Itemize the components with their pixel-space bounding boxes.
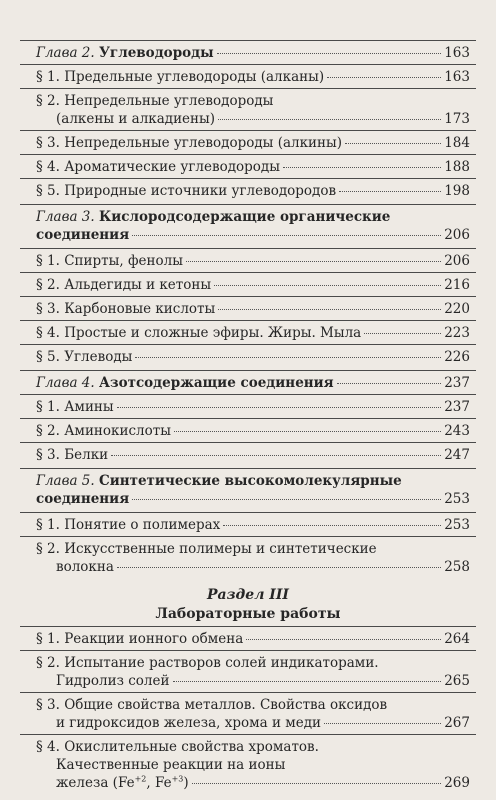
dot-leader [117,567,441,568]
item-label-cont: (алкены и алкадиены) [56,111,216,127]
item-label: § 2. Искусственные полимеры и синтетические [36,541,377,557]
item-label: § 1. Амины [36,399,114,415]
divider-line [20,272,476,273]
dot-leader [111,455,441,456]
dot-leader [345,143,441,144]
dot-leader [132,499,441,500]
item-label-ions [56,774,189,792]
item-label: § 4. Ароматические углеводороды [36,159,280,175]
charge-superscript: +2 [134,774,147,784]
toc-item [36,398,470,416]
divider-line [20,248,476,249]
dot-leader [214,285,441,286]
chapter-title: Синтетические высокомолекулярные [98,473,402,489]
item-label: § 4. Окислительные свойства хроматов. [36,739,319,755]
divider-line [20,88,476,89]
dot-leader [217,53,442,54]
item-label: § 3. Непредельные углеводороды (алкины) [36,135,343,151]
item-label-cont: Гидролиз солей [56,673,170,689]
chapter-title: Кислородсодержащие органические [98,209,391,225]
chapter-2-heading [36,44,470,62]
section-title: Лабораторные работы [155,606,341,622]
toc-item [36,422,470,440]
chapter-number: Глава 5. [36,473,95,489]
ion-text: , Fe [146,775,172,791]
toc-item [36,158,470,176]
dot-leader [218,119,441,120]
toc-item [36,630,470,648]
page-number: 247 [444,447,470,463]
toc-item [36,134,470,152]
dot-leader [324,723,441,724]
page-number: 163 [444,69,470,85]
section-heading [20,586,476,624]
item-label: § 1. Спирты, фенолы [36,253,183,269]
toc-item [36,276,470,294]
dot-leader [246,639,441,640]
divider-line [20,734,476,735]
divider-line [20,692,476,693]
page-number: 267 [444,715,470,731]
toc-item [36,446,470,464]
item-label: § 1. Предельные углеводороды (алканы) [36,69,325,85]
page-number: 188 [444,159,470,175]
chapter-5-heading [36,472,470,508]
item-label: § 1. Понятие о полимерах [36,517,221,533]
toc-item [36,324,470,342]
dot-leader [339,191,441,192]
dot-leader [327,77,441,78]
divider-line [20,394,476,395]
divider-line [20,154,476,155]
chapter-3-heading [36,208,470,244]
chapter-number: Глава 3. [36,209,95,225]
toc-item [36,516,470,534]
divider-line [20,650,476,651]
item-label: § 5. Природные источники углеводородов [36,183,337,199]
dot-leader [192,783,442,784]
toc-item [36,300,470,318]
divider-line [20,320,476,321]
page-number: 198 [444,183,470,199]
dot-leader [132,235,441,236]
divider-line [20,536,476,537]
item-label-cont: Качественные реакции на ионы [56,757,286,773]
item-label: § 2. Аминокислоты [36,423,171,439]
toc-item [36,348,470,366]
dot-leader [173,681,442,682]
ion-text: железа (Fe [56,775,135,791]
toc-item [36,696,470,732]
divider-line [20,204,476,205]
page-number: 237 [444,399,470,415]
divider-line [20,442,476,443]
dot-leader [283,167,441,168]
toc-item [36,68,470,86]
toc-item [36,92,470,128]
divider-line [20,40,476,41]
toc-item [36,738,470,792]
page-number: 253 [444,491,470,507]
item-label: § 2. Испытание растворов солей индикаторами. [36,655,379,671]
toc-item [36,252,470,270]
dot-leader [174,431,441,432]
divider-line [20,468,476,469]
item-label: § 5. Углеводы [36,349,133,365]
page-number: 206 [444,227,470,243]
chapter-number: Глава 2. [36,45,95,61]
page-number: 269 [444,775,470,791]
dot-leader [223,525,441,526]
chapter-4-heading [36,374,470,392]
item-label: § 3. Белки [36,447,109,463]
item-label: § 3. Общие свойства металлов. Свойства оксидов [36,697,388,713]
chapter-title: Азотсодержащие соединения [98,375,334,391]
dot-leader [135,357,441,358]
dot-leader [364,333,441,334]
page-number: 216 [444,277,470,293]
page-number: 163 [444,45,470,61]
divider-line [20,626,476,627]
page-number: 243 [444,423,470,439]
divider-line [20,370,476,371]
page-number: 173 [444,111,470,127]
page-number: 206 [444,253,470,269]
chapter-title-cont: соединения [36,227,130,243]
item-label: § 2. Непредельные углеводороды [36,93,274,109]
dot-leader [186,261,441,262]
page-number: 258 [444,559,470,575]
page-number: 220 [444,301,470,317]
divider-line [20,344,476,345]
dot-leader [117,407,442,408]
item-label: § 2. Альдегиды и кетоны [36,277,212,293]
divider-line [20,512,476,513]
divider-line [20,296,476,297]
page-number: 265 [444,673,470,689]
page-number: 253 [444,517,470,533]
divider-line [20,64,476,65]
page-number: 223 [444,325,470,341]
page-number: 237 [444,375,470,391]
section-number: Раздел III [207,587,289,603]
divider-line [20,418,476,419]
item-label-cont: и гидроксидов железа, хрома и меди [56,715,322,731]
charge-superscript: +3 [171,774,184,784]
divider-line [20,130,476,131]
toc-item [36,654,470,690]
dot-leader [218,309,441,310]
item-label: § 1. Реакции ионного обмена [36,631,244,647]
page-number: 226 [444,349,470,365]
page-number: 264 [444,631,470,647]
divider-line [20,178,476,179]
page-number: 184 [444,135,470,151]
dot-leader [337,383,442,384]
toc-item [36,540,470,576]
chapter-number: Глава 4. [36,375,95,391]
item-label-cont: волокна [56,559,114,575]
chapter-title: Углеводороды [98,45,214,61]
item-label: § 4. Простые и сложные эфиры. Жиры. Мыла [36,325,362,341]
ion-text: ) [183,775,189,791]
item-label: § 3. Карбоновые кислоты [36,301,216,317]
chapter-title-cont: соединения [36,491,130,507]
toc-item [36,182,470,200]
